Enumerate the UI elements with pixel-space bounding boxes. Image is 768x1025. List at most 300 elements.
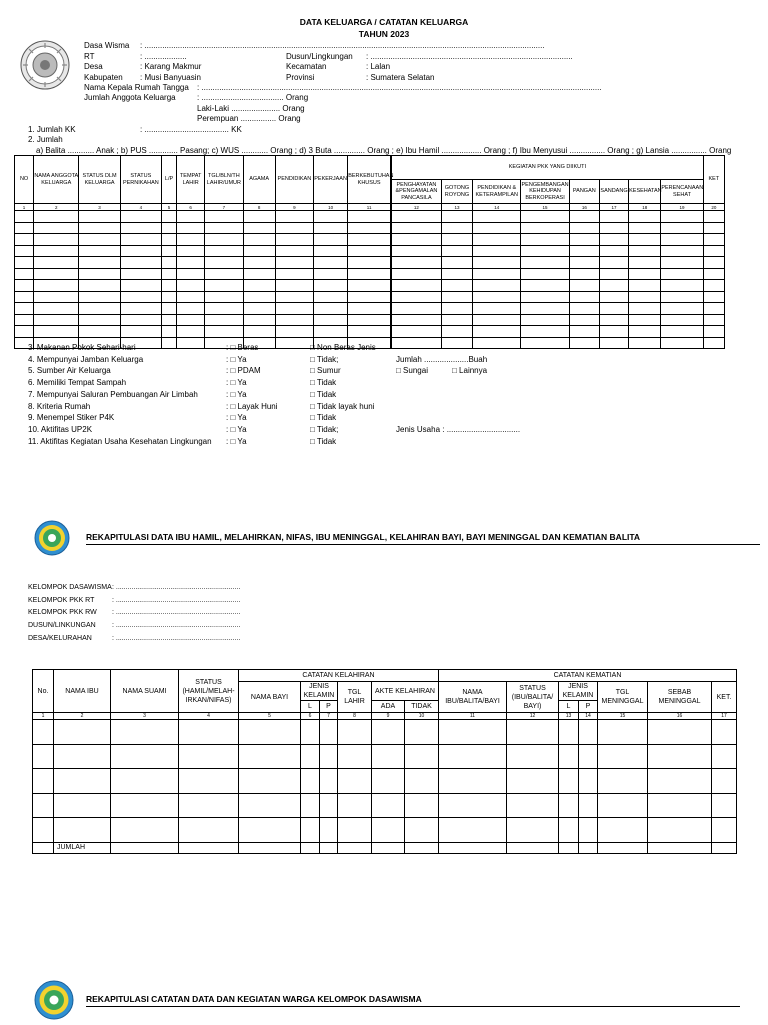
table-cell <box>521 280 569 292</box>
table-cell <box>161 222 176 234</box>
table-cell <box>120 291 161 303</box>
table-cell <box>243 222 275 234</box>
table-cell <box>405 793 439 818</box>
table-cell <box>275 245 313 257</box>
col-number: 16 <box>648 713 712 720</box>
col-header: P <box>320 701 338 713</box>
table-cell <box>15 303 34 315</box>
table-cell <box>441 268 472 280</box>
table-cell <box>177 337 205 349</box>
table-cell <box>441 303 472 315</box>
table-row <box>33 744 737 769</box>
field-value: : ................................................................ <box>112 584 241 591</box>
table-cell <box>348 326 391 338</box>
table-cell <box>703 268 724 280</box>
table-cell <box>34 303 79 315</box>
col-number: 6 <box>301 713 320 720</box>
table-cell <box>348 280 391 292</box>
question-b: □ Tidak <box>310 389 337 399</box>
col-header: SEBAB MENINGGAL <box>648 682 712 713</box>
col-header: KET. <box>712 682 737 713</box>
table-cell <box>712 818 737 843</box>
question-a: : □ Layak Huni <box>226 401 278 411</box>
table-cell <box>473 245 521 257</box>
table-cell <box>661 326 703 338</box>
group-header: CATATAN KELAHIRAN <box>239 670 439 682</box>
info-value: : ........................................................................................... <box>366 52 573 61</box>
table-cell <box>521 303 569 315</box>
table-cell <box>439 818 507 843</box>
jumlah-kk-label: 1. Jumlah KK <box>28 125 76 134</box>
table-cell <box>473 326 521 338</box>
table-cell <box>703 303 724 315</box>
table-cell <box>661 291 703 303</box>
col-number: 17 <box>712 713 737 720</box>
table-cell <box>598 818 648 843</box>
table-cell <box>34 245 79 257</box>
col-number: 10 <box>405 713 439 720</box>
question-d: □ Lainnya <box>452 366 488 376</box>
table-cell <box>521 222 569 234</box>
col-header: NAMA BAYI <box>239 682 301 713</box>
table-cell <box>521 245 569 257</box>
col-header: JENIS KELAMIN <box>301 682 338 701</box>
col-number: 13 <box>559 713 579 720</box>
table-cell <box>177 326 205 338</box>
table-cell <box>54 720 111 745</box>
table-cell <box>391 222 441 234</box>
table-cell <box>559 720 579 745</box>
table-cell <box>120 245 161 257</box>
table-cell <box>507 842 559 853</box>
col-header: STATUS (IBU/BALITA/ BAYI) <box>507 682 559 713</box>
female-count: Perempuan ................ Orang <box>197 114 301 123</box>
jumlah-label: 2. Jumlah <box>28 135 63 144</box>
table-cell <box>301 744 320 769</box>
info-value: : Karang Makmur <box>140 62 202 71</box>
table-cell <box>320 744 338 769</box>
table-cell <box>569 268 599 280</box>
table-cell <box>569 211 599 223</box>
table-cell <box>15 291 34 303</box>
table-cell <box>34 291 79 303</box>
table-cell <box>161 303 176 315</box>
table-cell <box>177 222 205 234</box>
table-cell <box>439 769 507 794</box>
table-cell <box>338 818 372 843</box>
table-cell <box>338 793 372 818</box>
question-q: 10. Aktifitas UP2K <box>28 424 93 434</box>
info-label: Dusun/Lingkungan <box>286 52 353 61</box>
table-cell <box>111 793 179 818</box>
table-cell <box>239 818 301 843</box>
question-a: : □ Ya <box>226 424 247 434</box>
table-cell <box>34 257 79 269</box>
table-cell <box>320 818 338 843</box>
table-cell <box>473 280 521 292</box>
question-b: □ Tidak <box>310 436 337 446</box>
table-cell <box>275 280 313 292</box>
table-cell <box>243 257 275 269</box>
table-cell <box>441 222 472 234</box>
question-a: : □ Ya <box>226 413 247 423</box>
table-cell <box>205 211 243 223</box>
question-c: Jenis Usaha : ................................. <box>396 424 521 434</box>
total-row <box>33 842 737 853</box>
table-row <box>15 314 725 326</box>
table-cell <box>348 268 391 280</box>
col-number: 9 <box>372 713 405 720</box>
table-cell <box>599 280 628 292</box>
table-cell <box>161 257 176 269</box>
section-title: REKAPITULASI DATA IBU HAMIL, MELAHIRKAN, NIFAS, IBU MENINGGAL, KELAHIRAN BAYI, BAYI MENINGGAL DAN KEMATIAN BALITA <box>86 532 641 542</box>
col-number: 14 <box>579 713 598 720</box>
table-cell <box>79 326 120 338</box>
info-value: : Musi Banyuasin <box>140 73 201 82</box>
table-cell <box>441 257 472 269</box>
col-number: 4 <box>120 204 161 211</box>
table-cell <box>15 234 34 246</box>
table-cell <box>629 303 661 315</box>
table-cell <box>79 303 120 315</box>
table-cell <box>599 234 628 246</box>
table-cell <box>599 291 628 303</box>
pkk-logo <box>34 520 70 556</box>
table-cell <box>661 222 703 234</box>
table-cell <box>661 268 703 280</box>
table-cell <box>34 326 79 338</box>
table-cell <box>313 257 347 269</box>
table-cell <box>629 337 661 349</box>
col-header: PEKERJAAN <box>313 156 347 204</box>
table-cell <box>15 314 34 326</box>
table-cell <box>521 337 569 349</box>
table-cell <box>661 234 703 246</box>
table-cell <box>507 769 559 794</box>
table-cell <box>243 303 275 315</box>
table-cell <box>599 211 628 223</box>
table-cell <box>559 818 579 843</box>
table-cell <box>34 211 79 223</box>
question-b: □ Tidak; <box>310 424 339 434</box>
col-header: ADA <box>372 701 405 713</box>
table-cell <box>569 234 599 246</box>
table-cell <box>177 245 205 257</box>
table-cell <box>521 326 569 338</box>
jumlah-kk-value: : ...................................... KK <box>140 125 242 134</box>
table-cell <box>629 257 661 269</box>
table-cell <box>703 337 724 349</box>
col-header: STATUS PERNIKAHAN <box>120 156 161 204</box>
field-value: : ................................................................ <box>112 622 241 630</box>
col-header: NO <box>15 156 34 204</box>
table-cell <box>599 257 628 269</box>
table-cell <box>441 234 472 246</box>
table-cell <box>507 818 559 843</box>
table-cell <box>629 268 661 280</box>
table-cell <box>703 314 724 326</box>
sub-header: SANDANG <box>599 180 628 204</box>
table-cell <box>473 337 521 349</box>
table-cell <box>111 842 179 853</box>
question-b: □ Tidak; <box>310 354 339 364</box>
question-a: : □ Ya <box>226 378 247 388</box>
table-cell <box>177 280 205 292</box>
info-label: Desa <box>84 62 103 71</box>
col-header: TGL MENINGGAL <box>598 682 648 713</box>
question-b: □ Tidak <box>310 413 337 423</box>
table-cell <box>338 769 372 794</box>
table-cell <box>473 257 521 269</box>
table-cell <box>712 842 737 853</box>
table-cell <box>79 257 120 269</box>
question-q: 8. Kriteria Rumah <box>28 401 91 411</box>
table-cell <box>313 291 347 303</box>
table-cell <box>120 234 161 246</box>
col-header: BERKEBUTUHAN KHUSUS <box>348 156 391 204</box>
info-label: Jumlah Anggota Keluarga <box>84 93 176 102</box>
table-cell <box>629 234 661 246</box>
table-cell <box>120 257 161 269</box>
table-cell <box>703 257 724 269</box>
question-q: 5. Sumber Air Keluarga <box>28 366 111 376</box>
col-number: 18 <box>629 204 661 211</box>
table-cell <box>161 291 176 303</box>
table-cell <box>661 245 703 257</box>
table-cell <box>15 280 34 292</box>
table-cell <box>313 303 347 315</box>
col-number: 5 <box>239 713 301 720</box>
col-header: NAMA IBU <box>54 670 111 713</box>
table-cell <box>405 744 439 769</box>
table-cell <box>15 326 34 338</box>
family-table <box>14 155 725 349</box>
table-cell <box>405 769 439 794</box>
page-year: TAHUN 2023 <box>358 29 410 39</box>
table-cell <box>15 211 34 223</box>
table-cell <box>579 793 598 818</box>
table-row <box>15 280 725 292</box>
table-cell <box>712 793 737 818</box>
table-cell <box>205 326 243 338</box>
table-cell <box>348 291 391 303</box>
col-header: NAMA IBU/BALITA/BAYI <box>439 682 507 713</box>
table-cell <box>54 793 111 818</box>
info-value: : ..................................... Orang <box>197 93 309 102</box>
col-header: NAMA ANGGOTA KELUARGA <box>34 156 79 204</box>
table-cell <box>120 326 161 338</box>
table-cell <box>599 245 628 257</box>
table-cell <box>441 326 472 338</box>
info-label: Dasa Wisma <box>84 41 130 50</box>
col-number: 8 <box>243 204 275 211</box>
table-cell <box>372 720 405 745</box>
table-cell <box>313 314 347 326</box>
col-number: 10 <box>313 204 347 211</box>
table-cell <box>275 222 313 234</box>
table-cell <box>391 337 441 349</box>
field-value: : ................................................................ <box>112 596 241 604</box>
table-cell <box>372 769 405 794</box>
table-cell <box>320 720 338 745</box>
table-cell <box>205 234 243 246</box>
col-number: 11 <box>439 713 507 720</box>
table-cell <box>391 245 441 257</box>
question-b: □ Sumur <box>310 366 341 376</box>
table-cell <box>79 314 120 326</box>
table-cell <box>473 211 521 223</box>
table-cell <box>391 257 441 269</box>
col-header: TEMPAT LAHIR <box>177 156 205 204</box>
table-cell <box>243 314 275 326</box>
pkk-logo <box>20 40 70 90</box>
info-label: Kabupaten <box>84 73 123 82</box>
col-number: 14 <box>473 204 521 211</box>
table-cell <box>177 314 205 326</box>
table-row <box>33 720 737 745</box>
table-cell <box>598 744 648 769</box>
table-cell <box>301 720 320 745</box>
table-cell <box>120 314 161 326</box>
table-cell <box>648 744 712 769</box>
table-cell <box>703 326 724 338</box>
table-cell <box>79 245 120 257</box>
table-cell <box>569 280 599 292</box>
section-divider <box>86 1006 740 1007</box>
col-header: TGL/BLN/TH LAHIR/UMUR <box>205 156 243 204</box>
question-a: : □ Ya <box>226 436 247 446</box>
col-number: 1 <box>15 204 34 211</box>
sub-header: GOTONG ROYONG <box>441 180 472 204</box>
table-cell <box>179 842 239 853</box>
table-cell <box>161 326 176 338</box>
table-cell <box>629 291 661 303</box>
table-cell <box>205 314 243 326</box>
table-cell <box>599 337 628 349</box>
table-cell <box>521 211 569 223</box>
table-cell <box>243 245 275 257</box>
col-number: 8 <box>338 713 372 720</box>
table-cell <box>569 337 599 349</box>
table-cell <box>405 818 439 843</box>
col-header: L <box>559 701 579 713</box>
table-cell <box>439 793 507 818</box>
table-cell <box>372 793 405 818</box>
question-q: 3. Makanan Pokok Sehari-hari <box>28 343 136 352</box>
male-count: Laki-Laki ...................... Orang <box>197 104 305 113</box>
table-cell <box>33 793 54 818</box>
table-cell <box>559 793 579 818</box>
col-number: 2 <box>34 204 79 211</box>
table-cell <box>54 769 111 794</box>
table-cell <box>521 291 569 303</box>
sub-header: PENGHAYATAN &PENGAMALAN PANCASILA <box>391 180 441 204</box>
table-cell <box>507 744 559 769</box>
sub-header: PENDIDIKAN & KETERAMPILAN <box>473 180 521 204</box>
table-cell <box>569 314 599 326</box>
question-a: : □ Ya <box>226 354 247 364</box>
table-cell <box>703 234 724 246</box>
col-header: L <box>301 701 320 713</box>
table-cell <box>598 769 648 794</box>
table-cell <box>239 842 301 853</box>
info-value: : Lalan <box>366 62 391 71</box>
col-header: STATUS (HAMIL/MELAH-IRKAN/NIFAS) <box>179 670 239 713</box>
sub-header: PANGAN <box>569 180 599 204</box>
table-cell <box>372 744 405 769</box>
question-q: 9. Menempel Stiker P4K <box>28 413 115 423</box>
table-cell <box>79 211 120 223</box>
table-cell <box>34 268 79 280</box>
table-cell <box>243 234 275 246</box>
table-cell <box>79 291 120 303</box>
question-a: : □ PDAM <box>226 366 261 376</box>
col-number: 17 <box>599 204 628 211</box>
table-cell <box>598 720 648 745</box>
table-row <box>15 326 725 338</box>
table-cell <box>111 769 179 794</box>
table-cell <box>177 211 205 223</box>
table-cell <box>205 222 243 234</box>
table-cell <box>391 268 441 280</box>
field-label: DESA/KELURAHAN <box>28 634 92 642</box>
table-cell <box>441 211 472 223</box>
table-cell <box>579 720 598 745</box>
table-cell <box>439 744 507 769</box>
table-cell <box>439 720 507 745</box>
table-cell <box>703 245 724 257</box>
table-cell <box>569 257 599 269</box>
table-cell <box>648 818 712 843</box>
recap-table <box>32 669 737 854</box>
table-cell <box>348 303 391 315</box>
table-cell <box>629 211 661 223</box>
table-cell <box>648 769 712 794</box>
table-cell <box>243 211 275 223</box>
question-c: □ Sungai <box>396 366 428 376</box>
table-cell <box>559 769 579 794</box>
table-cell <box>441 291 472 303</box>
col-number: 7 <box>320 713 338 720</box>
table-cell <box>34 314 79 326</box>
table-cell <box>161 245 176 257</box>
col-number: 5 <box>161 204 176 211</box>
table-cell <box>177 291 205 303</box>
total-label: JUMLAH <box>54 842 111 853</box>
table-row <box>15 211 725 223</box>
table-cell <box>391 280 441 292</box>
table-cell <box>177 234 205 246</box>
col-header: L/P <box>161 156 176 204</box>
table-cell <box>120 303 161 315</box>
col-number: 3 <box>79 204 120 211</box>
table-cell <box>507 720 559 745</box>
table-cell <box>391 314 441 326</box>
table-cell <box>712 744 737 769</box>
col-number: 1 <box>33 713 54 720</box>
sub-header: KESEHATAN <box>629 180 661 204</box>
table-cell <box>598 793 648 818</box>
table-cell <box>243 291 275 303</box>
table-cell <box>120 280 161 292</box>
table-cell <box>661 337 703 349</box>
table-cell <box>301 842 320 853</box>
table-cell <box>473 303 521 315</box>
table-cell <box>391 211 441 223</box>
table-cell <box>301 769 320 794</box>
info-value: : Sumatera Selatan <box>366 73 435 82</box>
table-cell <box>301 818 320 843</box>
